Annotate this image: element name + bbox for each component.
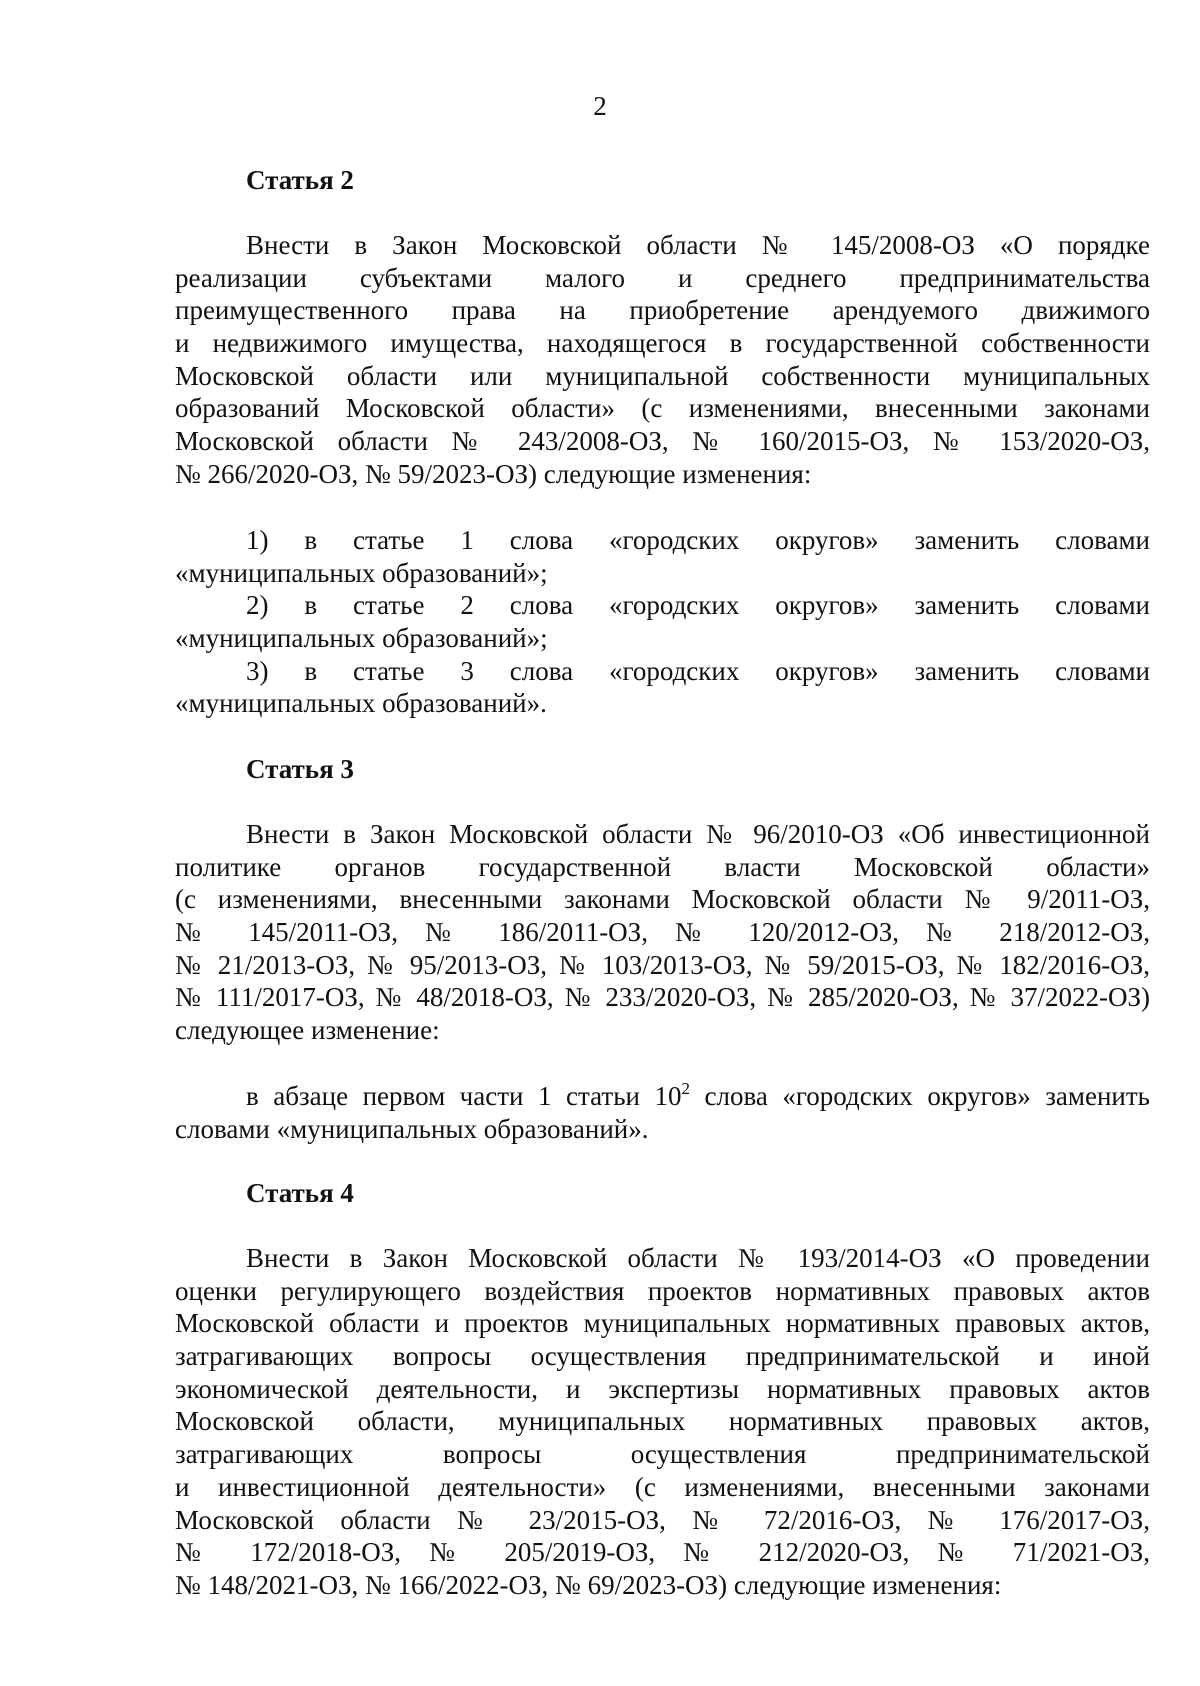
article-3-heading: Статья 3 xyxy=(246,754,354,784)
text-line: Внести в Закон Московской области № 145/2008-ОЗ «О порядке xyxy=(246,230,1150,260)
text-line: следующее изменение: xyxy=(175,1015,440,1046)
text-line: Московской области, муниципальных нормативных правовых актов, xyxy=(175,1406,1150,1437)
article-2-intro xyxy=(175,229,1150,491)
text-line: № 172/2018-ОЗ, № 205/2019-ОЗ, № 212/2020-ОЗ, № 71/2021-ОЗ, xyxy=(175,1537,1150,1568)
list-item-continuation: «муниципальных образований». xyxy=(175,688,547,719)
text-line: № 111/2017-ОЗ, № 48/2018-ОЗ, № 233/2020-ОЗ, № 285/2020-ОЗ, № 37/2022-ОЗ) xyxy=(175,982,1150,1013)
text-line: № 21/2013-ОЗ, № 95/2013-ОЗ, № 103/2013-ОЗ, № 59/2015-ОЗ, № 182/2016-ОЗ, xyxy=(175,949,1150,980)
list-item: 2) в статье 2 слова «городских округов» заменить словами xyxy=(246,590,1150,621)
text-line: (с изменениями, внесенными законами Московской области № 9/2011-ОЗ, xyxy=(175,884,1150,915)
text-line: затрагивающих вопросы осуществления предпринимательской xyxy=(175,1439,1150,1470)
text-line: образований Московской области» (с изменениями, внесенными законами xyxy=(175,393,1150,424)
list-item-continuation: «муниципальных образований»; xyxy=(175,557,548,588)
text-line: № 145/2011-ОЗ, № 186/2011-ОЗ, № 120/2012-ОЗ, № 218/2012-ОЗ, xyxy=(175,917,1150,948)
text-line: реализации субъектами малого и среднего предпринимательства xyxy=(175,262,1150,293)
change-text-end: слова «городских округов» заменить xyxy=(690,1081,1150,1111)
article-4-heading: Статья 4 xyxy=(246,1178,354,1208)
text-line: № 266/2020-ОЗ, № 59/2023-ОЗ) следующие изменения: xyxy=(175,458,812,489)
text-line: и недвижимого имущества, находящегося в государственной собственности xyxy=(175,328,1150,359)
page-number: 2 xyxy=(593,91,607,121)
text-line: оценки регулирующего воздействия проектов нормативных правовых актов xyxy=(175,1275,1150,1306)
list-item-continuation: «муниципальных образований»; xyxy=(175,623,548,654)
text-line: экономической деятельности, и экспертизы нормативных правовых актов xyxy=(175,1373,1150,1404)
text-line xyxy=(175,1080,1150,1113)
article-3-intro xyxy=(175,818,1150,1047)
text-line: Московской области № 243/2008-ОЗ, № 160/2015-ОЗ, № 153/2020-ОЗ, xyxy=(175,426,1150,457)
text-line: Московской области или муниципальной собственности муниципальных xyxy=(175,360,1150,391)
text-line: и инвестиционной деятельности» (с изменениями, внесенными законами xyxy=(175,1471,1150,1502)
text-line: преимущественного права на приобретение арендуемого движимого xyxy=(175,295,1150,326)
text-line: затрагивающих вопросы осуществления предпринимательской и иной xyxy=(175,1341,1150,1372)
article-3-change xyxy=(175,1080,1150,1145)
superscript: 2 xyxy=(681,1079,691,1098)
article-2-heading: Статья 2 xyxy=(246,165,354,195)
text-line: Московской области и проектов муниципальных нормативных правовых актов, xyxy=(175,1308,1150,1339)
text-line: № 148/2021-ОЗ, № 166/2022-ОЗ, № 69/2023-ОЗ) следующие изменения: xyxy=(175,1569,1002,1600)
article-4-intro xyxy=(175,1242,1150,1602)
list-item: 3) в статье 3 слова «городских округов» заменить словами xyxy=(246,655,1150,686)
text-line: Внести в Закон Московской области № 193/2014-ОЗ «О проведении xyxy=(246,1243,1150,1273)
text-line: политике органов государственной власти Московской области» xyxy=(175,851,1150,882)
list-item: 1) в статье 1 слова «городских округов» заменить словами xyxy=(246,525,1150,555)
text-line: Внести в Закон Московской области № 96/2010-ОЗ «Об инвестиционной xyxy=(246,819,1150,849)
text-line: словами «муниципальных образований». xyxy=(175,1113,649,1144)
change-text-start: в абзаце первом части 1 статьи 10 xyxy=(246,1081,682,1111)
article-2-items xyxy=(175,524,1150,720)
text-line: Московской области № 23/2015-ОЗ, № 72/2016-ОЗ, № 176/2017-ОЗ, xyxy=(175,1504,1150,1535)
